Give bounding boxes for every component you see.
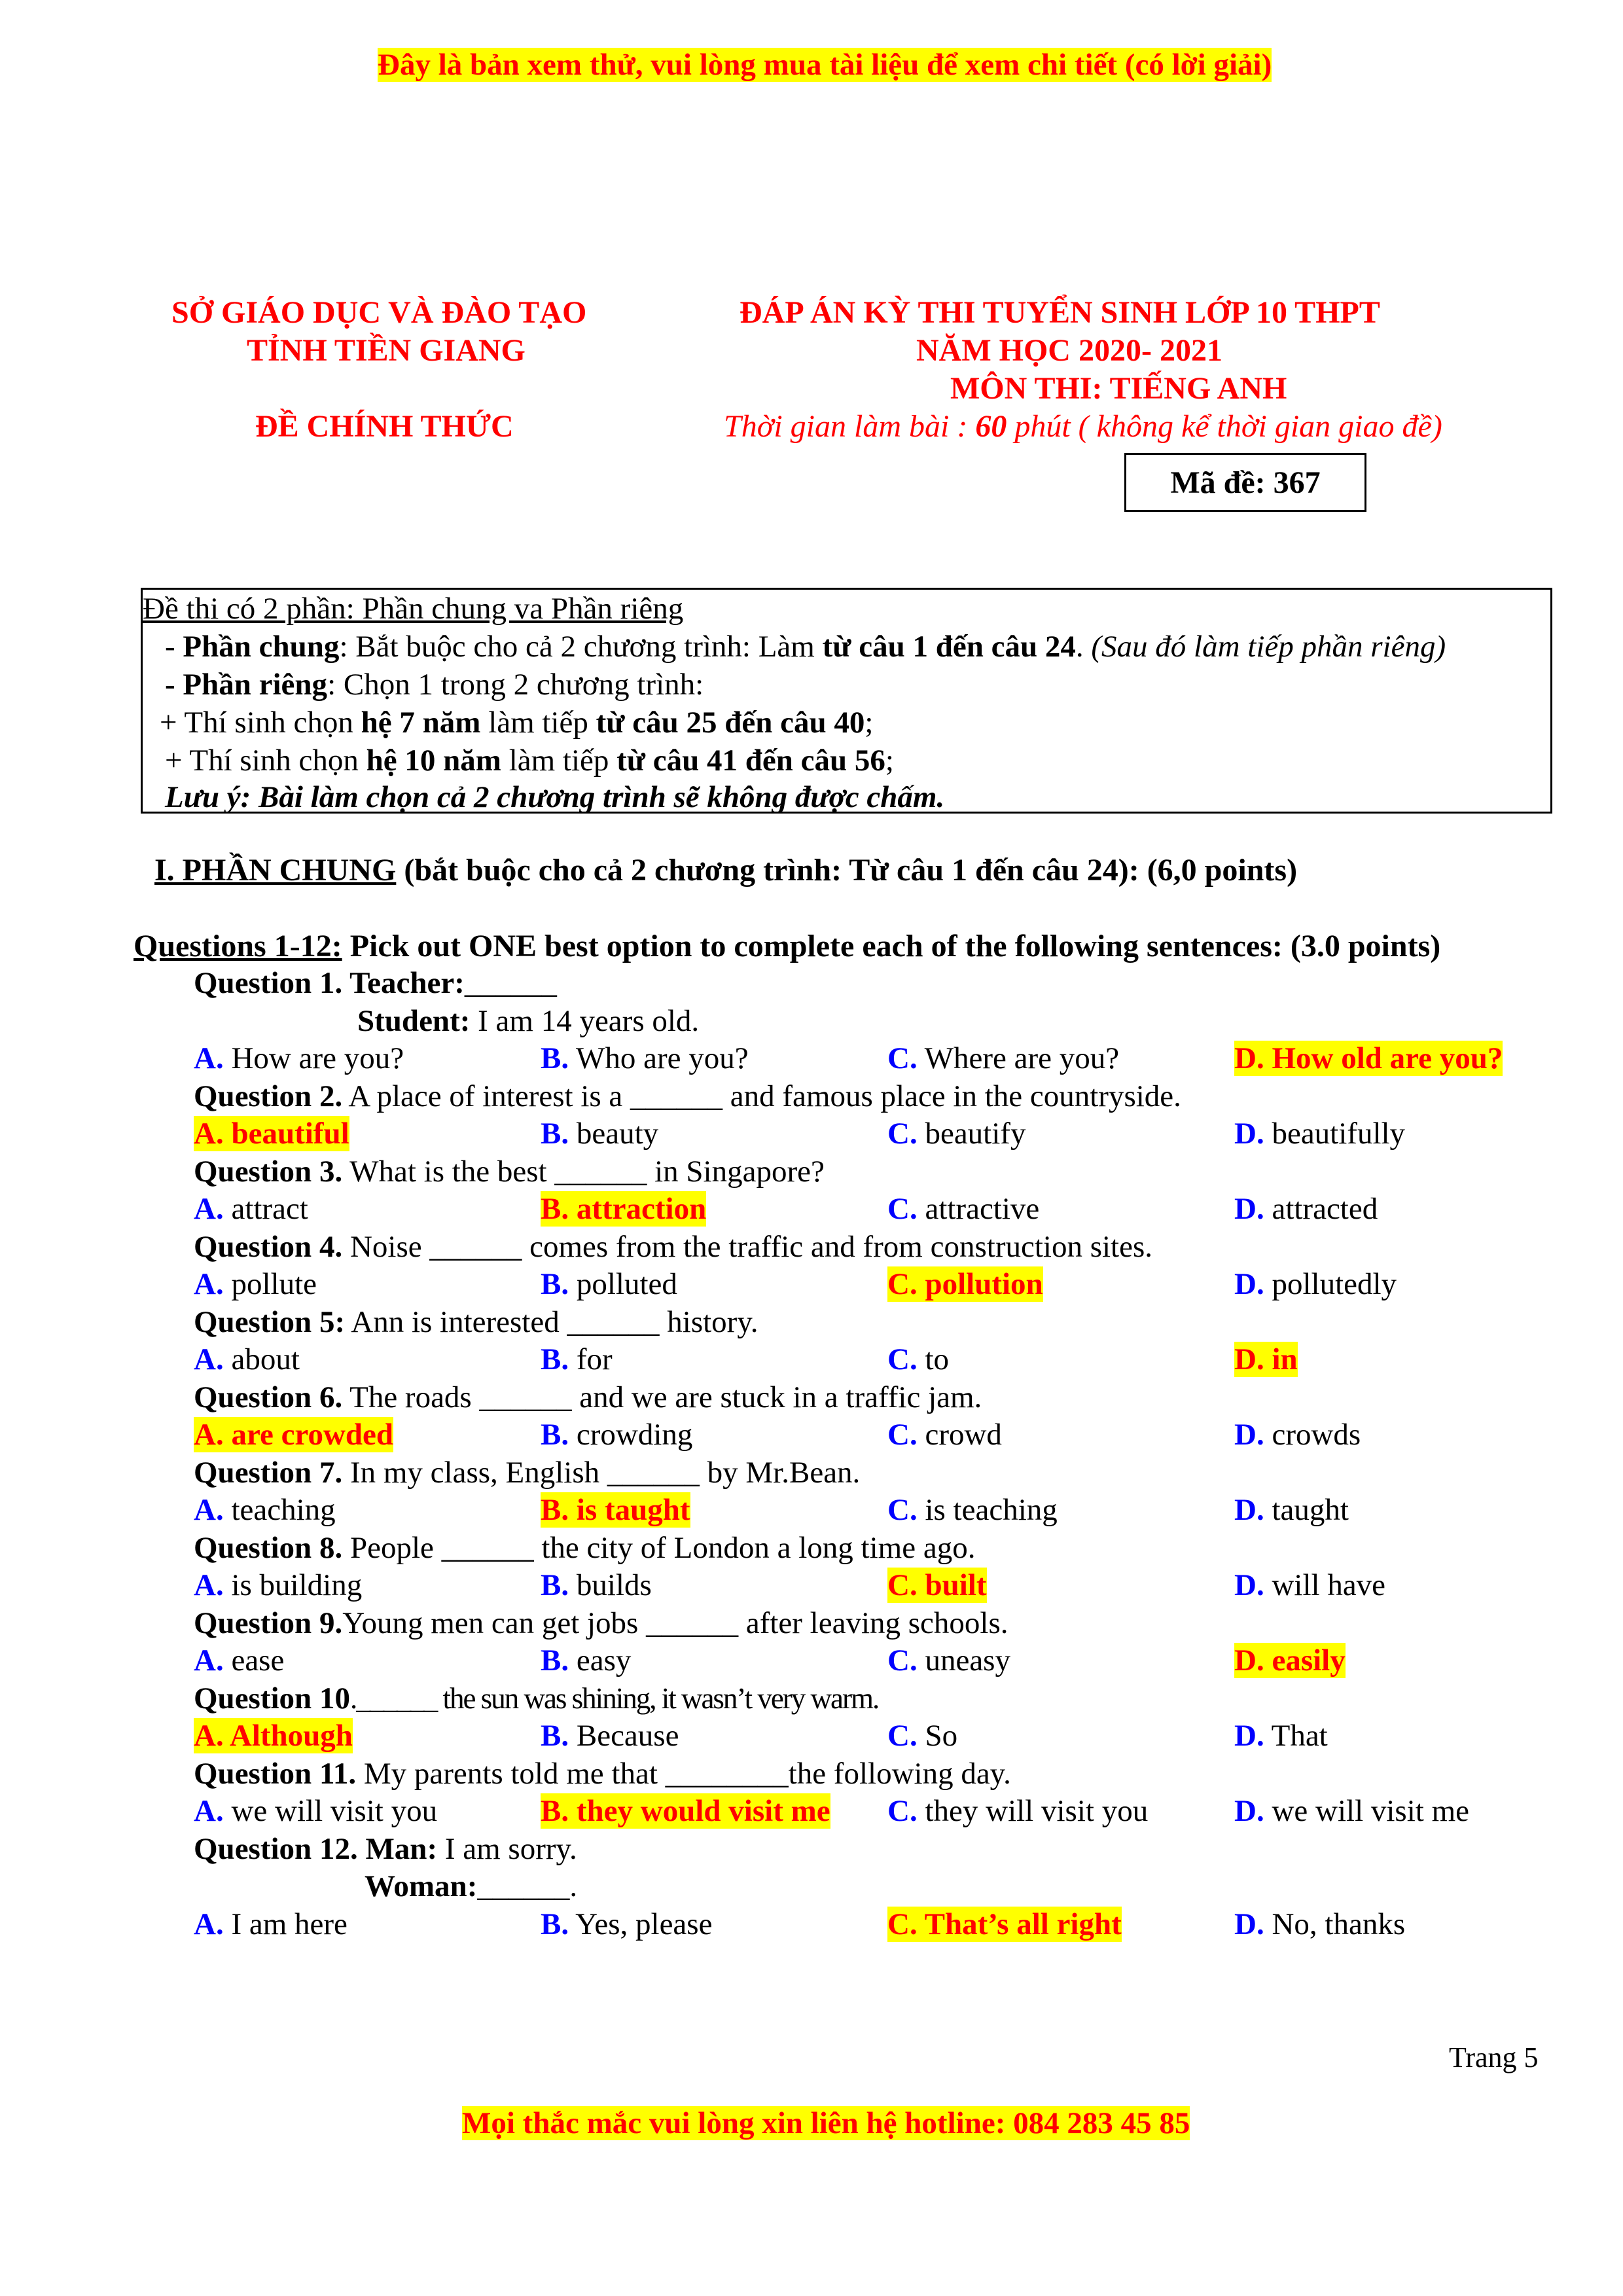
- q8-option-d[interactable]: D. will have: [1234, 1568, 1386, 1602]
- q2-option-b[interactable]: B. beauty: [541, 1117, 659, 1151]
- header-school-year: NĂM HỌC 2020- 2021: [916, 333, 1222, 368]
- q10-option-c[interactable]: C. So: [887, 1719, 958, 1753]
- q6-option-c[interactable]: C. crowd: [887, 1418, 1002, 1452]
- header-official: ĐỀ CHÍNH THỨC: [255, 409, 514, 444]
- question-8: Question 8. People ______ the city of London a long time ago.: [194, 1531, 976, 1565]
- q5-option-a[interactable]: A. about: [194, 1342, 300, 1376]
- q9-option-d-answer[interactable]: D. easily: [1234, 1643, 1346, 1677]
- question-2: Question 2. A place of interest is a ______ and famous place in the countryside.: [194, 1079, 1181, 1113]
- q11-option-a[interactable]: A. we will visit you: [194, 1794, 438, 1828]
- q8-option-c-answer[interactable]: C. built: [887, 1568, 987, 1602]
- q1-option-b[interactable]: B. Who are you?: [541, 1041, 749, 1075]
- q3-option-d[interactable]: D. attracted: [1234, 1192, 1378, 1226]
- q11-option-c[interactable]: C. they will visit you: [887, 1794, 1149, 1828]
- notes-line-6: Lưu ý: Bài làm chọn cả 2 chương trình sẽ không được chấm.: [165, 780, 945, 814]
- q12-option-a[interactable]: A. I am here: [194, 1907, 348, 1941]
- q8-option-b[interactable]: B. builds: [541, 1568, 652, 1602]
- question-7: Question 7. In my class, English ______ by Mr.Bean.: [194, 1456, 861, 1490]
- page-number: Trang 5: [1449, 2041, 1539, 2073]
- question-12-woman: Woman:______.: [365, 1869, 578, 1903]
- q5-option-c[interactable]: C. to: [887, 1342, 950, 1376]
- q10-option-d[interactable]: D. That: [1234, 1719, 1328, 1753]
- q4-option-d[interactable]: D. pollutedly: [1234, 1267, 1397, 1301]
- question-9: Question 9.Young men can get jobs ______ after leaving schools.: [194, 1606, 1008, 1640]
- q9-option-a[interactable]: A. ease: [194, 1643, 285, 1677]
- q11-option-b-answer[interactable]: B. they would visit me: [541, 1794, 830, 1828]
- q4-option-a[interactable]: A. pollute: [194, 1267, 317, 1301]
- question-1-student: Student: I am 14 years old.: [357, 1004, 700, 1038]
- section-1-title: I. PHẦN CHUNG (bắt buộc cho cả 2 chương trình: Từ câu 1 đến câu 24): (6,0 points): [154, 853, 1298, 888]
- question-3: Question 3. What is the best ______ in Singapore?: [194, 1155, 825, 1189]
- q3-option-b-answer[interactable]: B. attraction: [541, 1192, 707, 1226]
- question-4: Question 4. Noise ______ comes from the traffic and from construction sites.: [194, 1230, 1153, 1264]
- q12-option-d[interactable]: D. No, thanks: [1234, 1907, 1406, 1941]
- q10-option-b[interactable]: B. Because: [541, 1719, 679, 1753]
- q3-option-a[interactable]: A. attract: [194, 1192, 308, 1226]
- q5-option-b[interactable]: B. for: [541, 1342, 613, 1376]
- header-subject: MÔN THI: TIẾNG ANH: [950, 371, 1287, 406]
- q3-option-c[interactable]: C. attractive: [887, 1192, 1040, 1226]
- notes-line-5: + Thí sinh chọn hệ 10 năm làm tiếp từ câu 41 đến câu 56;: [165, 744, 894, 778]
- q2-option-a-answer[interactable]: A. beautiful: [194, 1117, 349, 1151]
- top-banner-text: Đây là bản xem thử, vui lòng mua tài liệu để xem chi tiết (có lời giải): [378, 48, 1272, 82]
- q9-option-c[interactable]: C. uneasy: [887, 1643, 1010, 1677]
- q7-option-b-answer[interactable]: B. is taught: [541, 1493, 690, 1527]
- q6-option-b[interactable]: B. crowding: [541, 1418, 693, 1452]
- notes-line-1: Đề thi có 2 phần: Phần chung va Phần riêng: [143, 592, 684, 626]
- q5-option-d-answer[interactable]: D. in: [1234, 1342, 1298, 1376]
- q2-option-c[interactable]: C. beautify: [887, 1117, 1026, 1151]
- question-12: Question 12. Man: I am sorry.: [194, 1832, 577, 1866]
- exam-code-box: Mã đề: 367: [1124, 453, 1366, 512]
- q7-option-d[interactable]: D. taught: [1234, 1493, 1349, 1527]
- notes-line-3: - Phần riêng: Chọn 1 trong 2 chương trình:: [165, 668, 704, 702]
- bottom-banner-text: Mọi thắc mắc vui lòng xin liên hệ hotline: 084 283 45 85: [462, 2106, 1190, 2140]
- bottom-banner: [462, 2106, 1190, 2141]
- q1-option-d-answer[interactable]: D. How old are you?: [1234, 1041, 1503, 1075]
- question-6: Question 6. The roads ______ and we are stuck in a traffic jam.: [194, 1380, 982, 1414]
- notes-line-2: - Phần chung: Bắt buộc cho cả 2 chương trình: Làm từ câu 1 đến câu 24. (Sau đó làm tiếp phần riêng): [165, 630, 1446, 664]
- header-exam-title: ĐÁP ÁN KỲ THI TUYỂN SINH LỚP 10 THPT: [740, 295, 1380, 330]
- q8-option-a[interactable]: A. is building: [194, 1568, 363, 1602]
- q10-option-a-answer[interactable]: A. Although: [194, 1719, 353, 1753]
- instructions-box: [141, 588, 1552, 814]
- header-province: TỈNH TIỀN GIANG: [247, 333, 526, 368]
- question-10: Question 10.______ the sun was shining, it wasn’t very warm.: [194, 1681, 879, 1715]
- q6-option-a-answer[interactable]: A. are crowded: [194, 1418, 394, 1452]
- q2-option-d[interactable]: D. beautifully: [1234, 1117, 1406, 1151]
- q6-option-d[interactable]: D. crowds: [1234, 1418, 1361, 1452]
- q4-option-b[interactable]: B. polluted: [541, 1267, 677, 1301]
- notes-line-4: + Thí sinh chọn hệ 7 năm làm tiếp từ câu 25 đến câu 40;: [160, 706, 874, 740]
- q9-option-b[interactable]: B. easy: [541, 1643, 632, 1677]
- q4-option-c-answer[interactable]: C. pollution: [887, 1267, 1043, 1301]
- q7-option-c[interactable]: C. is teaching: [887, 1493, 1058, 1527]
- header-department: SỞ GIÁO DỤC VÀ ĐÀO TẠO: [171, 295, 587, 330]
- q12-option-c-answer[interactable]: C. That’s all right: [887, 1907, 1122, 1941]
- question-5: Question 5: Ann is interested ______ history.: [194, 1305, 758, 1339]
- questions-heading: Questions 1-12: Pick out ONE best option to complete each of the following sentences: (3.0 points): [134, 929, 1441, 963]
- q1-option-c[interactable]: C. Where are you?: [887, 1041, 1120, 1075]
- header-time: Thời gian làm bài : 60 phút ( không kể thời gian giao đề): [724, 409, 1442, 444]
- top-banner: [378, 47, 1272, 82]
- q11-option-d[interactable]: D. we will visit me: [1234, 1794, 1470, 1828]
- question-1: Question 1. Teacher:______: [194, 966, 557, 1000]
- q12-option-b[interactable]: B. Yes, please: [541, 1907, 713, 1941]
- q1-option-a[interactable]: A. How are you?: [194, 1041, 404, 1075]
- q7-option-a[interactable]: A. teaching: [194, 1493, 336, 1527]
- question-11: Question 11. My parents told me that ________the following day.: [194, 1757, 1011, 1791]
